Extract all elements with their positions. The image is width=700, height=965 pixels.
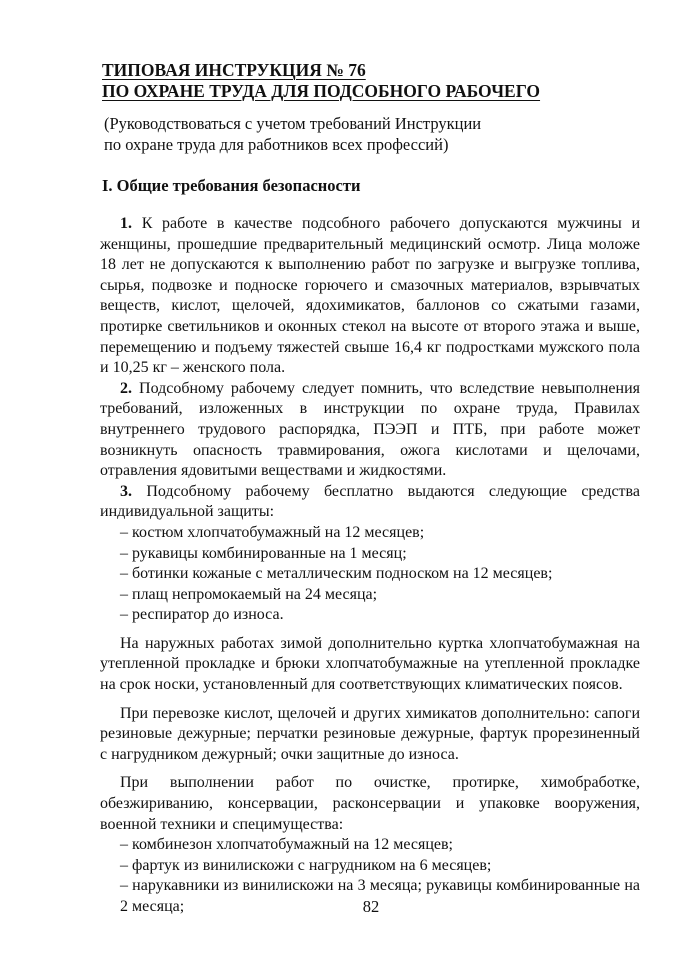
- list-item: – нарукавники из винилискожи на 3 месяца; рукавицы комбинированные на 2 месяца;: [120, 877, 640, 915]
- paragraph-item-3: [100, 482, 640, 523]
- paragraph-item-2: [100, 379, 640, 482]
- list-item: – костюм хлопчатобумажный на 12 месяцев;: [120, 523, 425, 541]
- subtitle-line-1: (Руководствоваться с учетом требований Инструкции: [104, 114, 482, 133]
- item-number: 3.: [120, 482, 132, 500]
- list-item: – фартук из винилискожи с нагрудником на 6 месяцев;: [120, 856, 492, 874]
- page-number: 82: [362, 897, 380, 916]
- list-item: – ботинки кожаные с металлическим подноском на 12 месяцев;: [120, 565, 553, 583]
- paragraph-item-1: [100, 214, 640, 379]
- title-line-2: ПО ОХРАНЕ ТРУДА ДЛЯ ПОДСОБНОГО РАБОЧЕГО: [102, 81, 541, 101]
- chemicals-paragraph: При перевозке кислот, щелочей и других химикатов дополнительно: сапоги резиновые дежурные; перчатки резиновые дежурные, фартук прорезиненный с нагрудником дежурный; очки защитные до износа.: [100, 704, 640, 763]
- list-item: – рукавицы комбинированные на 1 месяц;: [120, 544, 407, 562]
- document-subtitle: [102, 113, 640, 155]
- title-line-1: ТИПОВАЯ ИНСТРУКЦИЯ № 76: [102, 60, 366, 80]
- document-body: [100, 214, 640, 918]
- section-heading: I. Общие требования безопасности: [102, 176, 361, 195]
- winter-paragraph: На наружных работах зимой дополнительно куртка хлопчатобумажная на утепленной прокладке и брюки хлопчатобумажные на утепленной прокладке на срок носки, установленный для соответствующих климатических поясов.: [100, 634, 640, 694]
- item-number: 1.: [120, 215, 132, 232]
- item-text: Подсобному рабочему бесплатно выдаются следующие средства индивидуальной защиты:: [100, 482, 640, 521]
- item-text: Подсобному рабочему следует помнить, что вследствие невыполнения требований, изложенных в инструкции по охране труда, Правилах внутреннего трудового распорядка, ПЭЭП и ПТБ, при работе может возникнуть опасность травмирования, ожога кислотами и щелочами, отравления ядовитыми веществами и жидкостями.: [100, 379, 640, 480]
- list-item: – комбинезон хлопчатобумажный на 12 месяцев;: [120, 836, 453, 854]
- document-title: [102, 60, 640, 102]
- list-item: – респиратор до износа.: [120, 606, 284, 624]
- item-number: 2.: [120, 379, 132, 397]
- list-item: – плащ непромокаемый на 24 месяца;: [120, 585, 378, 603]
- weapons-paragraph: При выполнении работ по очистке, протирке, химобработке, обезжириванию, консервации, расконсервации и упаковке вооружения, военной техники и специмущества:: [100, 774, 640, 833]
- subtitle-line-2: по охране труда для работников всех профессий): [104, 135, 449, 154]
- item-text: К работе в качестве подсобного рабочего допускаются мужчины и женщины, прошедшие предварительный медицинский осмотр. Лица моложе 18 лет не допускаются к выполнению работ по загрузке и выгрузке топлива, сырья, подвозке и подноске горючего и смазочных материалов, взрывчатых веществ, кислот, щелочей, ядохимикатов, баллонов со сжатыми газами, протирке светильников и оконных стекол на высоте от второго этажа и выше, перемещению и подъему тяжестей свыше 16,4 кг подростками мужского пола и 10,25 кг – женского пола.: [100, 215, 640, 377]
- ppe-list: [100, 523, 640, 626]
